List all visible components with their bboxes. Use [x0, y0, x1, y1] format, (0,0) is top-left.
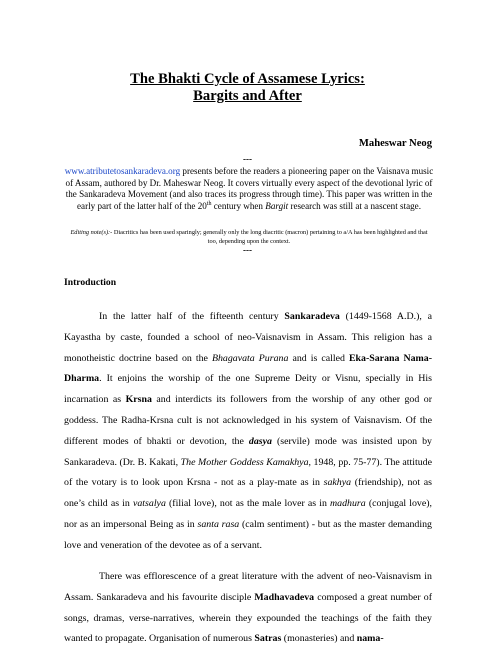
separator-top: ---: [243, 154, 252, 164]
separator-bottom: ---: [243, 245, 252, 255]
intro-note: www.atributetosankaradeva.org presents before the readers a pioneering paper on the Vaisnava music of Assam, authored by Dr. Maheswar Neog. It covers virtually every aspect of the devotional lyric of the Sankaradeva Movement (and also traces its progress through time). This paper was written in the early part of the latter half of the 20th century when Bargit research was still at a nascent stage.: [64, 166, 434, 211]
paragraph-1: In the latter half of the fifteenth century Sankaradeva (1449-1568 A.D.), a Kayastha by caste, founded a school of neo-Vaisnavism in Assam. This religion has a monotheistic doctrine based on the Bhagavata Purana and is called Eka-Sarana Nama-Dharma. It enjoins the worship of the one Supreme Deity or Visnu, specially in His incarnation as Krsna and interdicts its followers from the worship of any other god or goddess. The Radha-Krsna cult is not acknowledged in his system of Vaisnavism. Of the different modes of bhakti or devotion, the dasya (servile) mode was insisted upon by Sankaradeva. (Dr. B. Kakati, The Mother Goddess Kamakhya, 1948, pp. 75-77). The attitude of the votary is to look upon Krsna - not as a play-mate as in sakhya (friendship), not as one’s child as in vatsalya (filial love), not as the male lover as in madhura (conjugal love), nor as an impersonal Being as in santa rasa (calm sentiment) - but as the master demanding love and veneration of the devotee as of a servant.: [64, 311, 432, 551]
title-line-2: Bargits and After: [193, 88, 302, 104]
author-name: Maheswar Neog: [358, 138, 432, 149]
title-line-1: The Bhakti Cycle of Assamese Lyrics:: [130, 71, 365, 87]
editing-note-label: Editing note(s):: [70, 229, 111, 236]
paragraph-2: There was efflorescence of a great literature with the advent of neo-Vaisnavism in Assam. Sankaradeva and his favourite disciple Madhavadeva composed a great number of songs, dramas, verse-narratives, wherein they expounded the teachings of the faith they wanted to propagate. Organisation of numerous Satras (monasteries) and nama-: [64, 571, 432, 645]
section-heading: Introduction: [64, 277, 117, 288]
website-link[interactable]: www.atributetosankaradeva.org: [64, 166, 181, 176]
document-title: [0, 71, 495, 105]
editing-note: Editing note(s):- Diacritics has been used sparingly; generally only the long diacritic (macron) pertaining to a/A has been highlighted and that too, depending upon the context.: [70, 229, 428, 245]
